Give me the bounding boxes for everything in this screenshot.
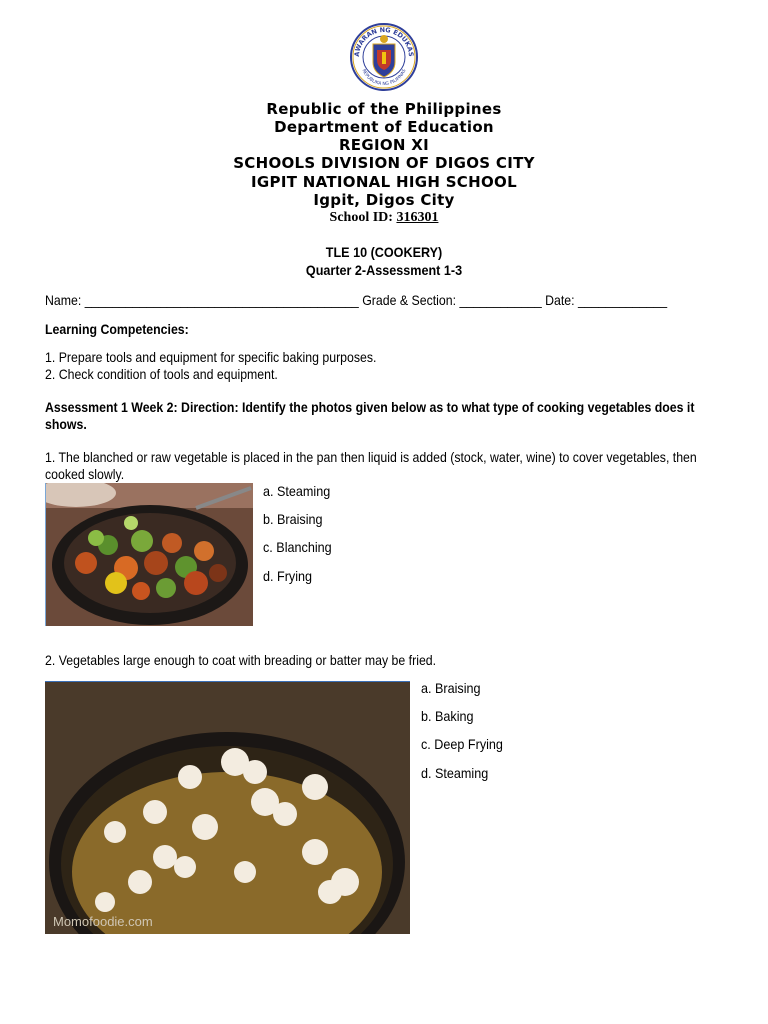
competency-item: 2. Check condition of tools and equipment. [45, 366, 278, 382]
name-label: Name: [45, 292, 85, 308]
subject-title: TLE 10 (COOKERY) [325, 244, 443, 260]
deped-seal-logo [349, 22, 419, 92]
photo-watermark: Momofoodie.com [53, 914, 153, 929]
question-1-text-line-2: cooked slowly. [45, 466, 125, 482]
q2-choice-d[interactable]: d. Steaming [421, 765, 489, 781]
grade-section-label: Grade & Section: [358, 292, 460, 308]
header-region: REGION XI [338, 136, 430, 154]
header-department: Department of Education [274, 118, 494, 136]
school-id [0, 210, 768, 226]
school-id-label: School ID: [329, 210, 393, 225]
competency-item: 1. Prepare tools and equipment for specific baking purposes. [45, 349, 377, 365]
q2-choice-a[interactable]: a. Braising [421, 680, 481, 696]
header-division: SCHOOLS DIVISION OF DIGOS CITY [233, 154, 535, 172]
direction-line-2: shows. [45, 416, 87, 432]
braised-vegetables-photo [45, 483, 253, 626]
header-school: IGPIT NATIONAL HIGH SCHOOL [251, 173, 517, 191]
school-id-value: 316301 [396, 210, 439, 225]
date-blank[interactable]: _____________ [577, 292, 668, 308]
q1-choice-a[interactable]: a. Steaming [263, 483, 331, 499]
q2-choice-c[interactable]: c. Deep Frying [421, 736, 503, 752]
question-1-text-line-1: 1. The blanched or raw vegetable is placed in the pan then liquid is added (stock, water, wine) to cover vegetables, then [45, 449, 697, 465]
competencies-heading: Learning Competencies: [45, 321, 189, 337]
name-blank[interactable]: ________________________________________ [84, 292, 359, 308]
header-address: Igpit, Digos City [313, 191, 455, 209]
q2-choice-b[interactable]: b. Baking [421, 708, 474, 724]
seal-bottom-text: REPUBLIKA NG PILIPINAS [360, 68, 408, 88]
q1-choice-c[interactable]: c. Blanching [263, 539, 332, 555]
header-republic: Republic of the Philippines [266, 100, 502, 118]
seal-top-text: AWARAN NG EDUKAS [352, 25, 416, 58]
date-label: Date: [541, 292, 578, 308]
q1-choice-d[interactable]: d. Frying [263, 568, 313, 584]
grade-section-blank[interactable]: ____________ [459, 292, 542, 308]
assessment-title: Quarter 2-Assessment 1-3 [305, 262, 463, 278]
student-info-line [45, 292, 667, 308]
q1-choice-b[interactable]: b. Braising [263, 511, 323, 527]
direction-line-1: Assessment 1 Week 2: Direction: Identify the photos given below as to what type of cooking vegetables does it [45, 399, 695, 415]
deep-fried-cauliflower-photo [45, 681, 410, 934]
question-2-text: 2. Vegetables large enough to coat with breading or batter may be fried. [45, 652, 437, 668]
